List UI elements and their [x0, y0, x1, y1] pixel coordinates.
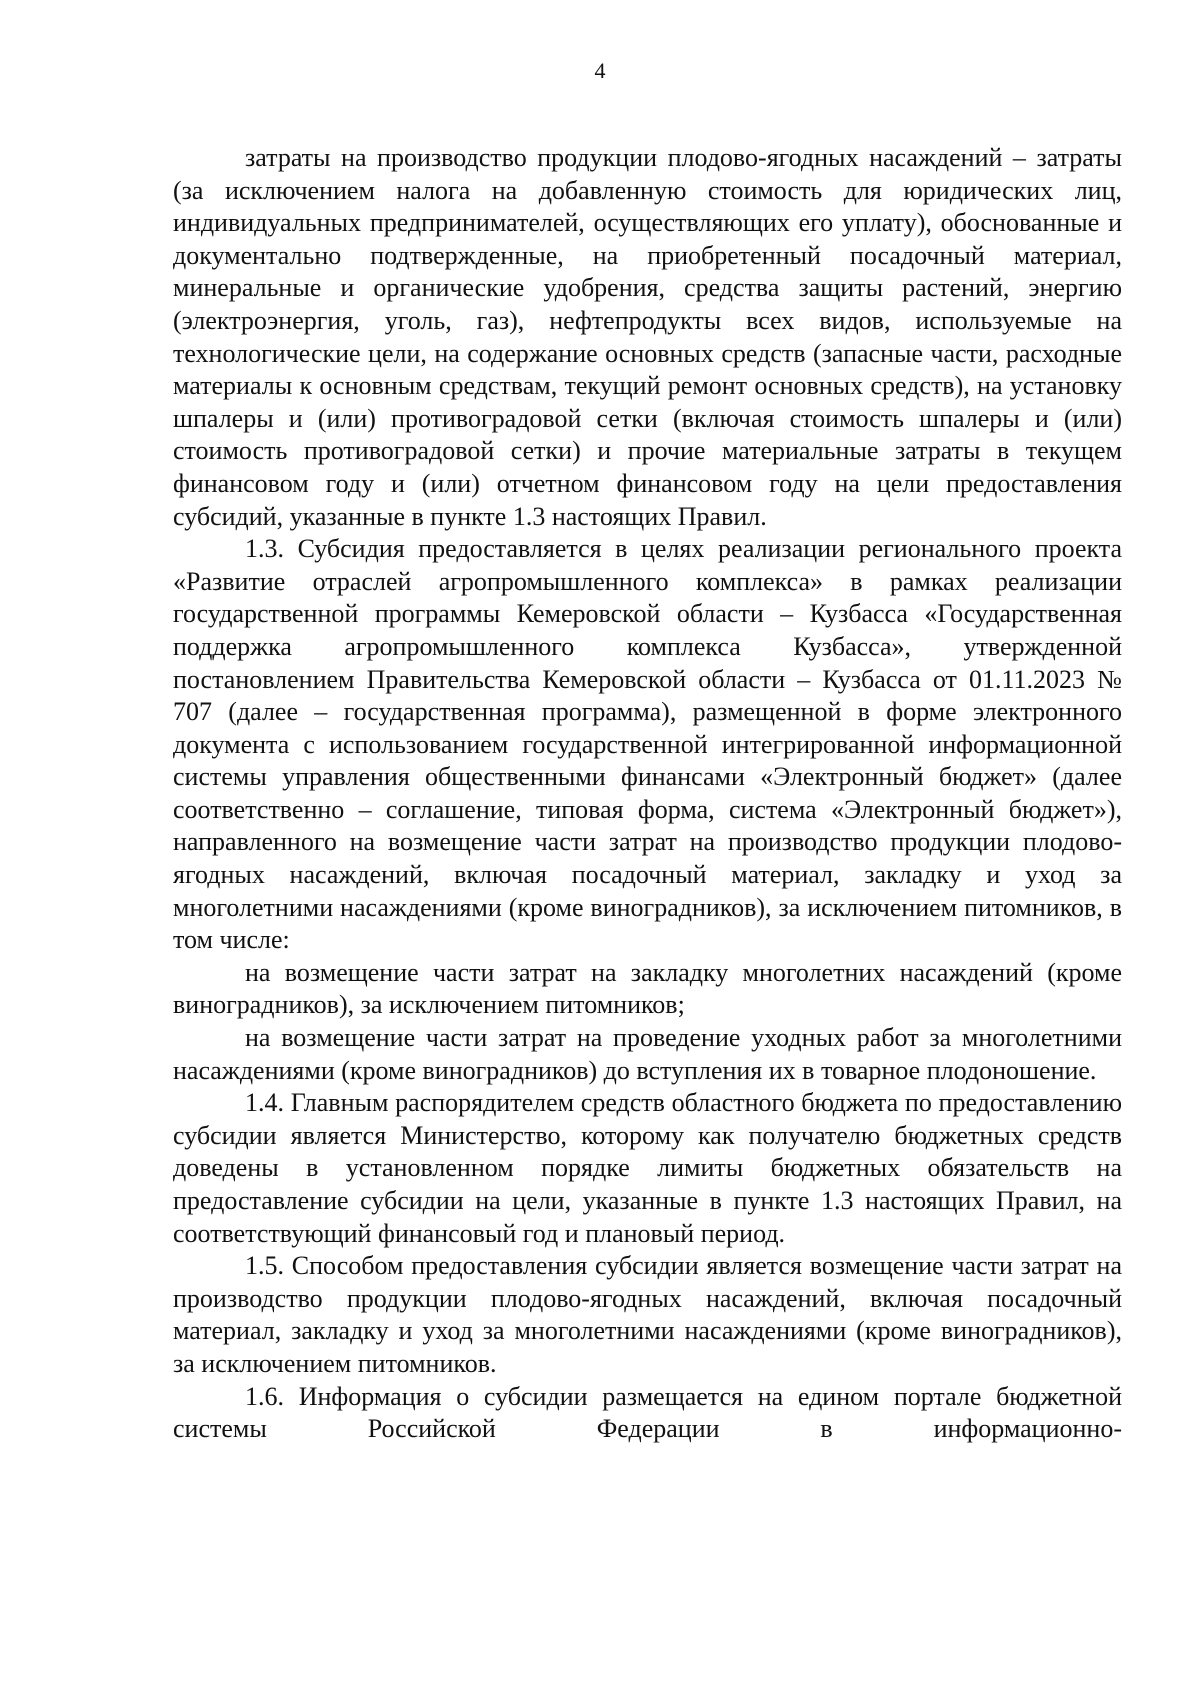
paragraph-costs-definition: затраты на производство продукции плодово-ягодных насаждений – затраты (за исключением налога на добавленную стоимость для юридических лиц, индивидуальных предпринимателей, осуществляющих его уплату), обоснованные и документально подтвержденные, на приобретенный посадочный материал, минеральные и органические удобрения, средства защиты растений, энергию (электроэнергия, уголь, газ), нефтепродукты всех видов, используемые на технологические цели, на содержание основных средств (запасные части, расходные материалы к основным средствам, текущий ремонт основных средств), на установку шпалеры и (или) противоградовой сетки (включая стоимость шпалеры и (или) стоимость противоградовой сетки) и прочие материальные затраты в текущем финансовом году и (или) отчетном финансовом году на цели предоставления субсидий, указанные в пункте 1.3 настоящих Правил.: [173, 143, 1122, 531]
paragraph-care-costs: на возмещение части затрат на проведение уходных работ за многолетними насаждениями (кроме виноградников) до вступления их в товарное плодоношение.: [173, 1023, 1122, 1085]
paragraph-1-6: 1.6. Информация о субсидии размещается на едином портале бюджетной системы Российской Федерации в информационно-: [173, 1381, 1122, 1444]
paragraph-1-3: 1.3. Субсидия предоставляется в целях реализации регионального проекта «Развитие отраслей агропромышленного комплекса» в рамках реализации государственной программы Кемеровской области – Кузбасса «Государственная поддержка агропромышленного комплекса Кузбасса», утвержденной постановлением Правительства Кемеровской области – Кузбасса от 01.11.2023 № 707 (далее – государственная программа), размещенной в форме электронного документа с использованием государственной интегрированной информационной системы управления общественными финансами «Электронный бюджет» (далее соответственно – соглашение, типовая форма, система «Электронный бюджет»), направленного на возмещение части затрат на производство продукции плодово-ягодных насаждений, включая посадочный материал, закладку и уход за многолетними насаждениями (кроме виноградников), за исключением питомников, в том числе:: [173, 534, 1122, 955]
page-number: 4: [594, 58, 606, 83]
paragraph-planting-costs: на возмещение части затрат на закладку многолетних насаждений (кроме виноградников), за исключением питомников;: [173, 957, 1122, 1020]
paragraph-1-4: 1.4. Главным распорядителем средств областного бюджета по предоставлению субсидии является Министерство, которому как получателю бюджетных средств доведены в установленном порядке лимиты бюджетных обязательств на предоставление субсидии на цели, указанные в пункте 1.3 настоящих Правил, на соответствующий финансовый год и плановый период.: [173, 1088, 1122, 1248]
document-body: [173, 142, 1122, 1446]
paragraph-1-5: 1.5. Способом предоставления субсидии является возмещение части затрат на производство продукции плодово-ягодных насаждений, включая посадочный материал, закладку и уход за многолетними насаждениями (кроме виноградников), за исключением питомников.: [173, 1251, 1122, 1378]
